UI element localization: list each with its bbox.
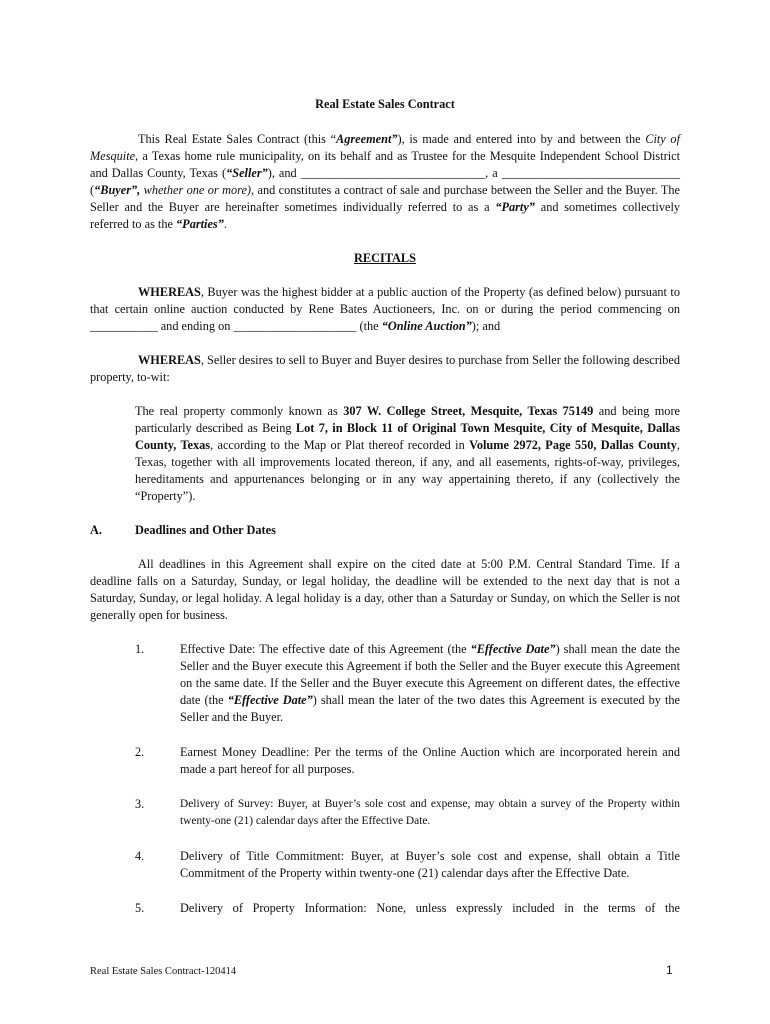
whereas-text: , Seller desires to sell to Buyer and Buyer desires to purchase from Seller the following described property, to-wit: [90,353,680,384]
property-lot: Lot 7, in Block 11 of Original Town Mesquite, City of Mesquite, Dallas County, Texas [135,421,680,452]
buyer-qualifier: whether one or more) [140,183,252,197]
property-address: 307 W. College Street, Mesquite, Texas 75149 [343,404,594,418]
intro-text: a Texas home rule municipality, on its behalf and as Trustee for the Mesquite Independent School District and Dallas County, Texas ( [90,149,680,180]
whereas-paragraph-1 [90,284,680,335]
item-text: Delivery of Survey: Buyer, at Buyer’s sole cost and expense, may obtain a survey of the Property within twenty-one (21) calendar days after the Effective Date. [180,798,680,827]
defined-term-party: “Party” [495,200,535,214]
list-item [90,641,680,726]
whereas-text: ); and [471,319,501,333]
item-number: 3. [135,797,145,811]
city-name: City of Mesquite, [90,132,680,163]
section-a-heading [90,522,680,539]
property-text: , Texas, together with all improvements located thereon, if any, and all easements, rights-of-way, privileges, hereditaments and appurtenances belonging or in any way appertaining thereto, if any (collectively the “Property”). [135,438,680,503]
intro-text: and sometimes collectively referred to as the [90,200,681,231]
document-title: Real Estate Sales Contract [315,97,455,111]
intro-paragraph [90,131,680,233]
item-text: Delivery of Property Information: None, unless expressly included in the terms of the [180,901,680,915]
list-item [90,796,680,830]
defined-term-effective-date: “Effective Date” [227,693,313,707]
defined-term-seller: “Seller” [226,166,268,180]
item-text [180,641,680,726]
item-text-part: ) shall mean the date the Seller and the Buyer execute this Agreement if both the Seller and the Buyer execute this Agreement on the same date. If the Seller and the Buyer execute this Agreement on different dates, the effective date (the [180,642,680,707]
whereas-lead: WHEREAS [138,285,201,299]
property-text: , according to the Map or Plat thereof recorded in [210,438,470,452]
list-item [90,744,680,778]
item-text: Delivery of Title Commitment: Buyer, at Buyer’s sole cost and expense, shall obtain a Title Commitment of the Property within twenty-one (21) calendar days after the Effective Date. [180,849,680,880]
property-text: The real property commonly known as [135,404,344,418]
intro-text: This Real Estate Sales Contract (this “ [138,132,337,146]
property-volume: Volume 2972, Page 550, Dallas County [469,438,677,452]
item-text-part: Effective Date: The effective date of this Agreement (the [180,642,471,656]
intro-text: ), is made and entered into by and between the [397,132,646,146]
item-number: 2. [135,745,145,759]
page-number: 1 [666,963,673,977]
whereas-text: , Buyer was the highest bidder at a public auction of the Property (as defined below) pursuant to that certain online auction conducted by Rene Bates Auctioneers, Inc. on or during the period commencing on ___________ and ending on ____________________ (the [90,285,680,333]
defined-term-buyer: “Buyer”, [94,183,141,197]
list-item [90,848,680,882]
intro-text: . [223,217,227,231]
item-text: Earnest Money Deadline: Per the terms of the Online Auction which are incorporated herein and made a part hereof for all purposes. [180,745,680,776]
defined-term-agreement: Agreement” [336,132,398,146]
item-number: 1. [135,642,145,656]
defined-term-online-auction: “Online Auction” [381,319,472,333]
item-number: 5. [135,901,145,915]
recitals-heading: RECITALS [354,251,416,265]
section-letter: A. [90,523,102,537]
intro-text: , and constitutes a contract of sale and purchase between the Seller and the Buyer. The Seller and the Buyer are hereinafter sometimes individually referred to as a [90,183,680,214]
document-body [90,96,680,917]
defined-term-effective-date: “Effective Date” [470,642,556,656]
item-text-part: ) shall mean the later of the two dates this Agreement is executed by the Seller and the Buyer. [180,693,681,724]
property-text: and being more particularly described as Being [135,404,680,435]
property-description [135,403,680,505]
whereas-lead: WHEREAS [138,353,201,367]
list-item [90,900,680,917]
section-title: Deadlines and Other Dates [135,523,276,537]
whereas-paragraph-2 [90,352,680,386]
footer-document-name: Real Estate Sales Contract-120414 [90,966,237,977]
defined-term-parties: “Parties” [176,217,224,231]
deadlines-paragraph: All deadlines in this Agreement shall expire on the cited date at 5:00 P.M. Central Standard Time. If a deadline falls on a Saturday, Sunday, or legal holiday, the deadline will be extended to the next day that is not a Saturday, Sunday, or legal holiday. A legal holiday is a day, other than a Saturday or Sunday, on which the Seller is not generally open for business. [90,557,680,622]
intro-text: ), and ______________________________, a _____________________________ ( [90,166,680,197]
item-number: 4. [135,849,145,863]
